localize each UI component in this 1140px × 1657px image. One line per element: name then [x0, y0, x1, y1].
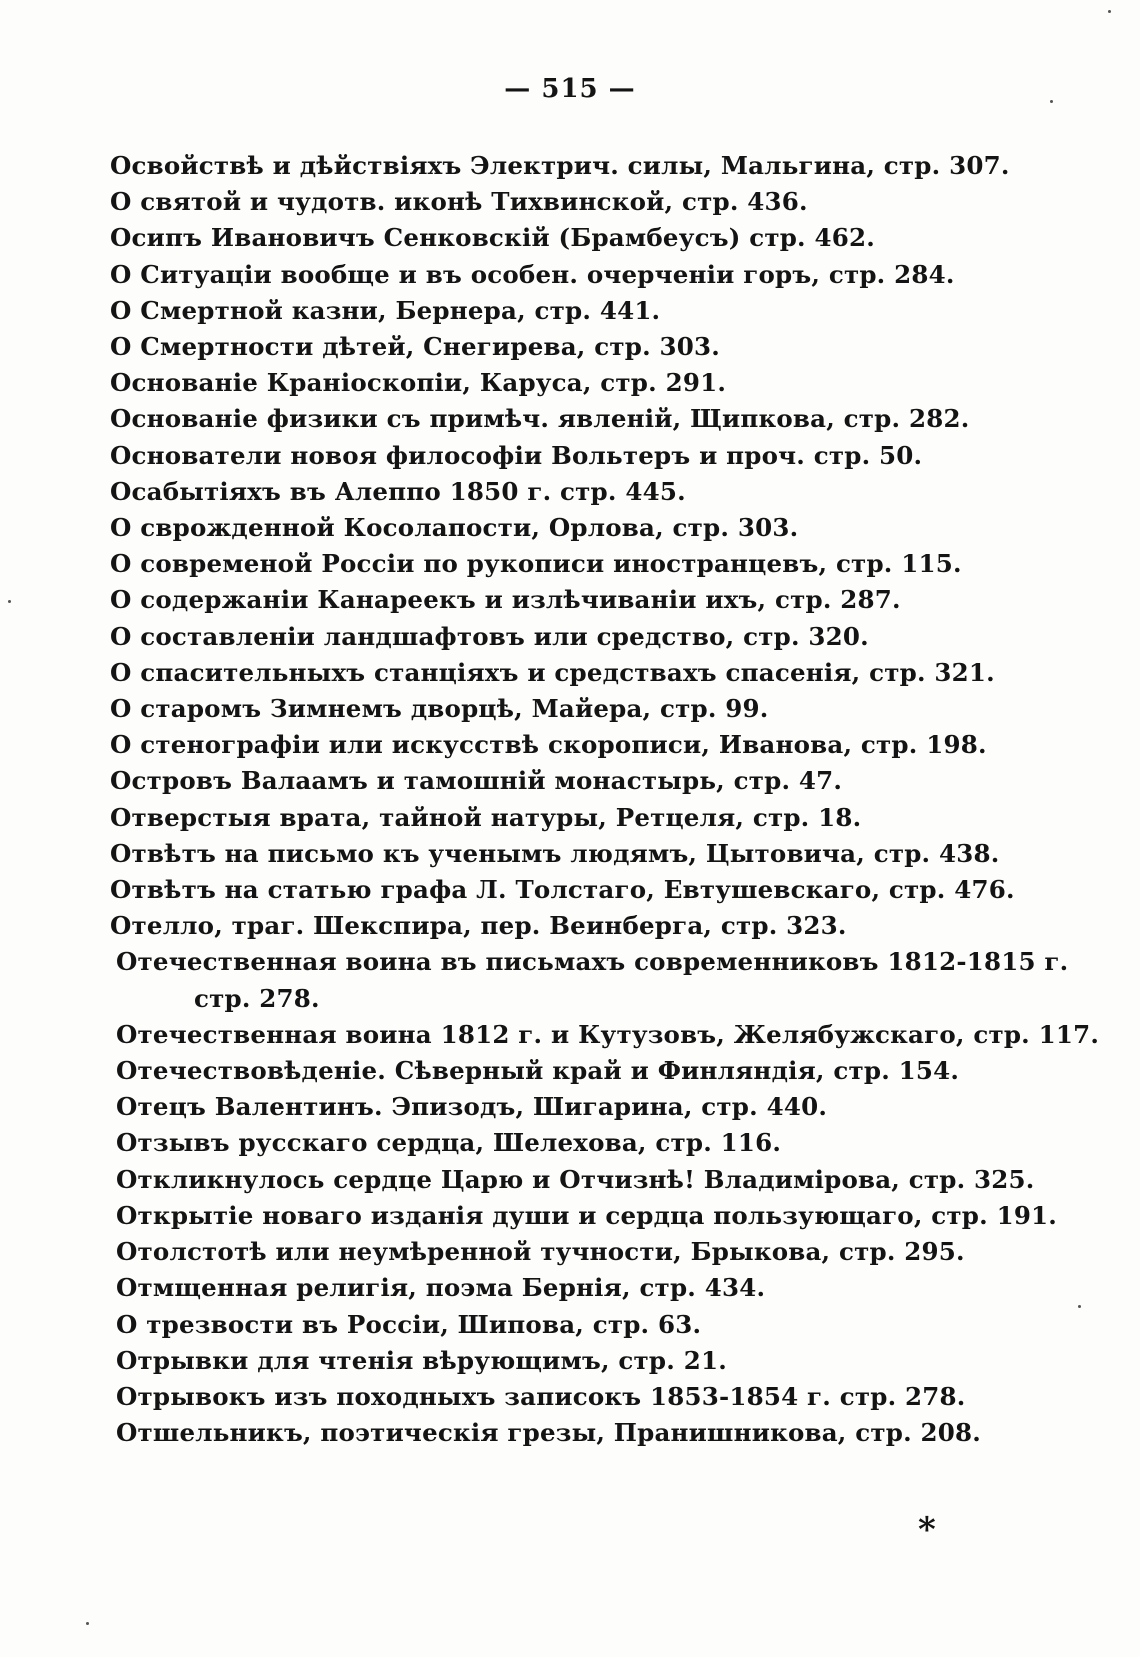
scan-speck [1050, 100, 1053, 103]
index-entry-text: Отвѣтъ на письмо къ ученымъ людямъ, Цытовича, стр. 438. [110, 838, 1000, 868]
index-entry-text: Отечествовѣденіе. Сѣверный край и Финляндія, стр. 154. [116, 1056, 960, 1086]
index-entry-text: Основатели новоя философіи Вольтеръ и проч. стр. 50. [110, 440, 923, 470]
index-entry-text: О содержаніи Канареекъ и излѣчиваніи ихъ, стр. 287. [110, 585, 901, 615]
index-entry [110, 546, 1010, 582]
index-entry [110, 908, 1010, 944]
index-entry [110, 365, 1010, 401]
index-entry-text: О Смертной казни, Бернера, стр. 441. [110, 295, 661, 325]
index-entry [110, 220, 1010, 256]
index-entry [110, 1307, 1010, 1343]
index-entry-text: О современой Россіи по рукописи иностранцевъ, стр. 115. [110, 549, 962, 579]
index-entry [110, 872, 1015, 908]
index-entry-text: О старомъ Зимнемъ дворцѣ, Майера, стр. 99. [110, 694, 769, 724]
index-entry-text: Островъ Валаамъ и тамошній монастырь, стр. 47. [110, 766, 843, 796]
index-entry-text: Основаніе Краніоскопіи, Каруса, стр. 291. [110, 368, 727, 398]
index-entry [110, 1379, 1010, 1415]
index-entry-text: О составленіи ландшафтовъ или средство, стр. 320. [110, 621, 869, 651]
index-entry [110, 1017, 1100, 1053]
index-entry-text: Осипъ Ивановичъ Сенковскій (Брамбеусъ) стр. 462. [110, 223, 875, 253]
index-entry-text: Откликнулось сердце Царю и Отчизнѣ! Владиміровa, стр. 325. [116, 1164, 1035, 1194]
index-entry-text: Открытіе новаго изданія души и сердца пользующаго, стр. 191. [116, 1200, 1058, 1230]
index-entry [110, 1415, 1010, 1451]
index-entry [110, 582, 1010, 618]
index-entry-continuation: стр. 278. [194, 983, 320, 1013]
index-entry-text: Отолстотѣ или неумѣренной тучности, Брыкова, стр. 295. [116, 1237, 965, 1267]
index-entry [110, 691, 1010, 727]
index-entry [110, 401, 1010, 437]
index-entry-text: Отрывки для чтенія вѣрующимъ, стр. 21. [116, 1345, 727, 1375]
index-entry-text: Осабытіяхъ въ Алеппо 1850 г. стр. 445. [110, 476, 686, 506]
index-entry [110, 655, 1010, 691]
index-entry [110, 1270, 1010, 1306]
scan-speck [86, 1622, 89, 1625]
index-entry-text: О Смертности дѣтей, Снегирева, стр. 303. [110, 332, 721, 362]
index-entry-text: Отецъ Валентинъ. Эпизодъ, Шигарина, стр. 440. [116, 1092, 828, 1122]
index-entry [110, 836, 1010, 872]
index-entry-text: Отечественная воина въ письмахъ современниковъ 1812-1815 г. [116, 947, 1069, 977]
index-entry [110, 1198, 1058, 1234]
index-entry [110, 1053, 1010, 1089]
index-entry-text: Отелло, траг. Шекспира, пер. Веинберга, стр. 323. [110, 911, 847, 941]
index-entry [110, 510, 1010, 546]
index-entry [110, 257, 1010, 293]
end-mark: * [918, 1510, 936, 1550]
index-entry-text: Отзывъ русскаго сердца, Шелехова, стр. 116. [116, 1128, 782, 1158]
index-entry [110, 293, 1010, 329]
scan-speck [1078, 1305, 1081, 1308]
index-entry [110, 800, 1010, 836]
index-entry [110, 763, 1010, 799]
index-entry [110, 1162, 1035, 1198]
index-entry-text: О святой и чудотв. иконѣ Тихвинской, стр. 436. [110, 187, 808, 217]
index-entry-text: О сврожденной Косолапости, Орлова, стр. 303. [110, 513, 799, 543]
index-entry [110, 184, 1010, 220]
index-entry [110, 944, 1069, 1016]
index-entry [110, 727, 1010, 763]
scan-speck [8, 600, 11, 603]
page-number: — 515 — [504, 74, 636, 104]
index-entry [110, 619, 1010, 655]
index-entry-text: Отшельникъ, поэтическія грезы, Пранишникова, стр. 208. [116, 1418, 982, 1448]
index-entry-text: О стенографіи или искусствѣ скорописи, Иванова, стр. 198. [110, 730, 987, 760]
index-entry [110, 1125, 1010, 1161]
index-entry [110, 148, 1010, 184]
scan-speck [1108, 10, 1111, 13]
index-entry-text: О трезвости въ Россіи, Шипова, стр. 63. [116, 1309, 702, 1339]
index-entry-text: О спасительныхъ станціяхъ и средствахъ спасенія, стр. 321. [110, 657, 995, 687]
index-entry-text: Отмщенная религія, поэма Бернія, стр. 434. [116, 1273, 766, 1303]
index-entry [110, 474, 1010, 510]
index-entry [110, 1234, 1010, 1270]
index-entry-text: Отвѣтъ на статью графа Л. Толстаго, Евтушевскаго, стр. 476. [110, 875, 1015, 905]
index-entry-text: Основаніе физики съ примѣч. явленій, Щипкова, стр. 282. [110, 404, 970, 434]
index-entry [110, 329, 1010, 365]
index-entry [110, 1343, 1010, 1379]
index-entry-text: Освойствѣ и дѣйствіяхъ Электрич. силы, Мальгина, стр. 307. [110, 151, 1010, 180]
index-entry-text: О Ситуаціи вообще и въ особен. очерченіи горъ, стр. 284. [110, 259, 955, 289]
index-entry [110, 1089, 1010, 1125]
index-entry-list [110, 148, 1100, 1451]
index-entry [110, 438, 1010, 474]
index-entry-text: Отверстыя врата, тайной натуры, Ретцеля, стр. 18. [110, 802, 862, 832]
index-entry-text: Отрывокъ изъ походныхъ записокъ 1853-1854 г. стр. 278. [116, 1381, 966, 1411]
index-entry-text: Отечественная воина 1812 г. и Кутузовъ, Желябужскаго, стр. 117. [116, 1019, 1100, 1049]
